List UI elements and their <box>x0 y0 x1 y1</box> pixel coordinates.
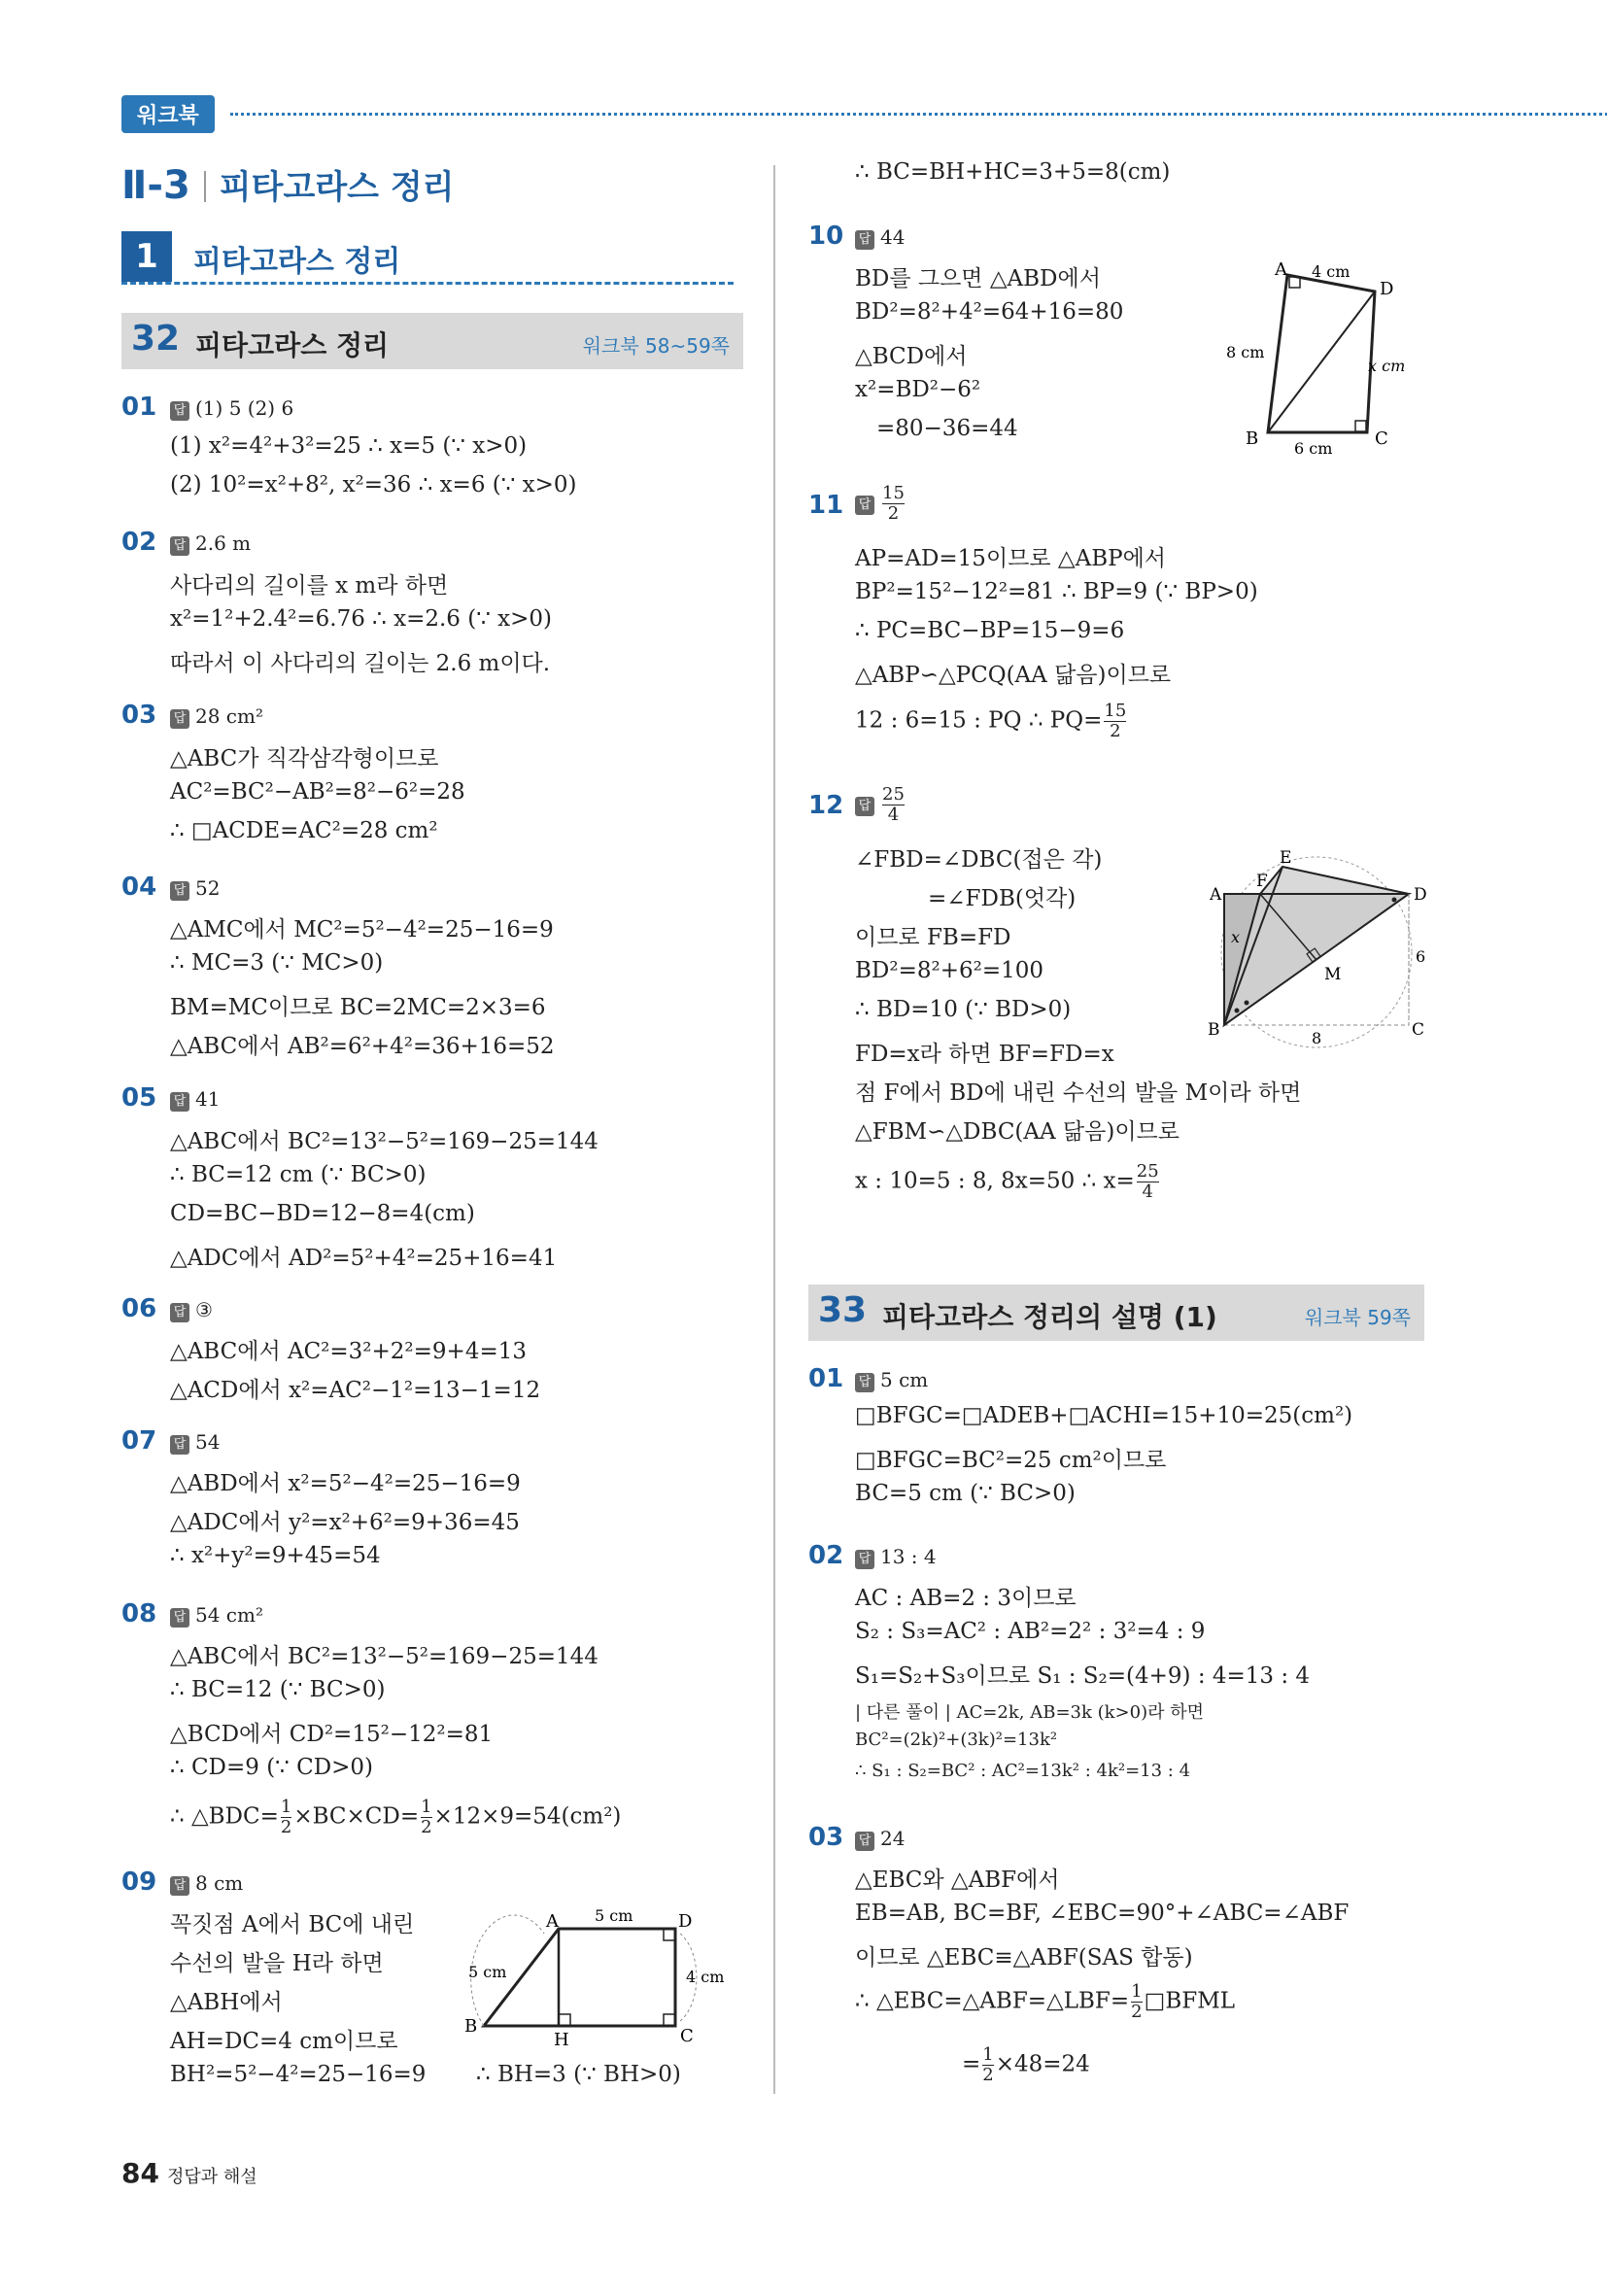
label-D: D <box>678 1911 693 1932</box>
solution-line: □BFGC=BC²=25 cm²이므로 <box>855 1448 1167 1473</box>
answer-badge: 답 <box>855 1550 874 1569</box>
alt-solution-line: ∴ S₁ : S₂=BC² : AC²=13k² : 4k²=13 : 4 <box>855 1761 1191 1781</box>
numerator: 15 <box>882 483 905 503</box>
problem-number: 02 <box>121 528 157 557</box>
answer-value: 2.6 m <box>195 531 252 555</box>
solution-line: 수선의 발을 H라 하면 <box>170 1951 384 1976</box>
answer-badge: 답 <box>170 1876 189 1896</box>
answer-value: 5 cm <box>880 1368 929 1391</box>
solution-line <box>962 2045 1090 2085</box>
problem-number: 04 <box>121 873 157 902</box>
solution-line: 따라서 이 사다리의 길이는 2.6 m이다. <box>170 651 551 676</box>
triangle-FED <box>1260 867 1409 894</box>
fraction <box>982 2045 993 2085</box>
label-D: D <box>1380 279 1394 299</box>
answer-badge: 답 <box>170 709 189 729</box>
solution-line: BC=5 cm (∵ BC>0) <box>855 1481 1076 1506</box>
solution-line: EB=AB, BC=BF, ∠EBC=90°+∠ABC=∠ABF <box>855 1901 1350 1926</box>
answer-badge: 답 <box>170 881 189 901</box>
solution-line: BD²=8²+4²=64+16=80 <box>855 299 1124 325</box>
solution-line: △ADC에서 AD²=5²+4²=25+16=41 <box>170 1246 558 1271</box>
fraction <box>421 1798 431 1837</box>
label-right: 4 cm <box>686 1968 725 1986</box>
page-footer <box>121 2157 257 2189</box>
problem-number: 05 <box>121 1083 157 1113</box>
answer-value: 8 cm <box>195 1871 244 1895</box>
solution-line: △ABC에서 AC²=3²+2²=9+4=13 <box>170 1339 527 1364</box>
problem-number: 09 <box>121 1868 157 1897</box>
label-C: C <box>1375 428 1388 449</box>
solution-line: ∴ □ACDE=AC²=28 cm² <box>170 818 438 843</box>
answer-value: 24 <box>880 1827 906 1850</box>
problem-number: 01 <box>808 1364 844 1393</box>
answer <box>855 225 905 250</box>
solution-line: ∴ BC=12 (∵ BC>0) <box>170 1677 386 1702</box>
text: ×12×9=54(cm²) <box>433 1803 622 1830</box>
solution-line: FD=x라 하면 BF=FD=x <box>855 1042 1114 1067</box>
answer-badge: 답 <box>855 1832 874 1851</box>
answer-fraction <box>882 785 905 825</box>
problem-number: 08 <box>121 1599 157 1628</box>
text: 12 : 6=15 : PQ ∴ PQ= <box>855 707 1103 734</box>
solution-line: ∠FBD=∠DBC(접은 각) <box>855 847 1103 873</box>
label-C: C <box>1412 1020 1425 1040</box>
answer-badge: 답 <box>855 230 874 250</box>
solution-line: 이므로 FB=FD <box>855 925 1011 950</box>
answer-value: 28 cm² <box>195 704 263 728</box>
answer-badge: 답 <box>855 797 874 816</box>
solution-line: ∴ MC=3 (∵ MC>0) <box>170 950 384 976</box>
section-1-title: 피타고라스 정리 <box>193 245 401 279</box>
denominator: 4 <box>1137 1182 1159 1202</box>
text: ×48=24 <box>995 2051 1090 2077</box>
top-bar <box>121 95 1607 134</box>
fraction <box>1131 1982 1142 2022</box>
solution-line <box>170 1798 621 1837</box>
label-B: B <box>464 2016 478 2037</box>
numerator: 25 <box>1136 1161 1159 1182</box>
numerator: 15 <box>1104 701 1127 721</box>
denominator: 4 <box>882 805 905 825</box>
chapter-heading <box>121 160 455 208</box>
solution-line: ∴ x²+y²=9+45=54 <box>170 1543 381 1568</box>
answer <box>855 785 906 825</box>
solution-line: △ABP∽△PCQ(AA 닮음)이므로 <box>855 663 1172 688</box>
section-33-bar <box>808 1285 1424 1341</box>
solution-line: △ABC에서 BC²=13²−5²=169−25=144 <box>170 1644 598 1669</box>
problem-number: 10 <box>808 222 844 251</box>
solution-line: S₁=S₂+S₃이므로 S₁ : S₂=(4+9) : 4=13 : 4 <box>855 1663 1311 1689</box>
solution-line: ∴ BD=10 (∵ BD>0) <box>855 997 1072 1022</box>
label-C: C <box>680 2026 694 2045</box>
denominator: 2 <box>421 1817 432 1837</box>
text: x : 10=5 : 8, 8x=50 ∴ x= <box>855 1168 1135 1194</box>
solution-line: △ABC에서 BC²=13²−5²=169−25=144 <box>170 1129 598 1154</box>
solution-line <box>855 702 1128 741</box>
trapezoid-shape <box>484 1929 675 2026</box>
label-M: M <box>1324 965 1342 984</box>
solution-line: △AMC에서 MC²=5²−4²=25−16=9 <box>170 917 554 942</box>
solution-line: ∴ BH=3 (∵ BH>0) <box>476 2062 681 2087</box>
solution-line: BD를 그으면 △ABD에서 <box>855 266 1101 291</box>
label-H: H <box>554 2030 569 2045</box>
solution-line: △BCD에서 CD²=15²−12²=81 <box>170 1722 494 1747</box>
label-E: E <box>1280 848 1292 868</box>
column-divider <box>773 165 775 2094</box>
solution-line: △BCD에서 <box>855 344 968 369</box>
answer-badge: 답 <box>170 1608 189 1628</box>
answer-badge: 답 <box>170 536 189 556</box>
answer <box>855 1827 905 1851</box>
solution-line: △EBC와 △ABF에서 <box>855 1868 1060 1893</box>
answer-value: 41 <box>195 1087 221 1111</box>
top-dotted-line <box>230 113 1607 116</box>
solution-line: △ADC에서 y²=x²+6²=9+36=45 <box>170 1510 520 1535</box>
answer-fraction <box>882 484 905 524</box>
problem-number: 02 <box>808 1541 844 1570</box>
solution-line: =∠FDB(엇각) <box>928 886 1077 911</box>
solution-line: BD²=8²+6²=100 <box>855 958 1043 983</box>
label-B: B <box>1246 428 1259 449</box>
numerator: 25 <box>882 784 905 805</box>
answer <box>170 396 293 421</box>
answer-badge: 답 <box>170 401 189 421</box>
problem-number: 11 <box>808 491 844 520</box>
solution-line: △ABC가 직각삼각형이므로 <box>170 746 439 771</box>
text: = <box>962 2051 981 2077</box>
solution-line: ∴ PC=BC−BP=15−9=6 <box>855 618 1125 643</box>
answer <box>170 531 251 556</box>
answer-badge: 답 <box>170 1303 189 1322</box>
section-1-number: 1 <box>121 231 172 282</box>
solution-line: 꼭짓점 A에서 BC에 내린 <box>170 1912 415 1937</box>
answer-value: (1) 5 (2) 6 <box>195 396 294 420</box>
section-32-bar <box>121 313 743 369</box>
answer <box>855 1368 928 1392</box>
chapter-number: Ⅱ-3 <box>121 163 190 208</box>
answer <box>170 1871 243 1896</box>
quadrilateral-shape <box>1268 275 1375 432</box>
solution-line: CD=BC−BD=12−8=4(cm) <box>170 1201 475 1226</box>
fraction <box>281 1798 291 1837</box>
numerator: 1 <box>982 2044 994 2065</box>
solution-line: x²=BD²−6² <box>855 377 981 402</box>
label-bottom: 6 cm <box>1294 439 1333 458</box>
answer-value: ③ <box>195 1298 213 1321</box>
label-top: 5 cm <box>595 1906 633 1925</box>
solution-line: (1) x²=4²+3²=25 ∴ x=5 (∵ x>0) <box>170 433 528 459</box>
solution-line: ∴ BC=12 cm (∵ BC>0) <box>170 1162 427 1187</box>
section-1-heading <box>121 231 734 285</box>
solution-line: x²=1²+2.4²=6.76 ∴ x=2.6 (∵ x>0) <box>170 606 553 632</box>
workbook-tag: 워크북 <box>121 95 215 133</box>
solution-line: S₂ : S₃=AC² : AB²=2² : 3²=4 : 9 <box>855 1619 1206 1644</box>
solution-line: AC²=BC²−AB²=8²−6²=28 <box>170 779 465 805</box>
text: □BFML <box>1144 1988 1236 2014</box>
problem-number: 03 <box>808 1823 844 1852</box>
solution-line: □BFGC=□ADEB+□ACHI=15+10=25(cm²) <box>855 1403 1353 1428</box>
footer-label: 정답과 해설 <box>166 2167 257 2187</box>
section-32-ref: 워크북 58~59쪽 <box>582 334 730 358</box>
alt-solution-line: BC²=(2k)²+(3k)²=13k² <box>855 1730 1058 1750</box>
answer <box>170 1430 220 1455</box>
answer <box>855 1545 937 1569</box>
numerator: 1 <box>1131 1981 1143 2002</box>
fraction <box>1137 1162 1159 1202</box>
problem-number: 12 <box>808 791 844 820</box>
denominator: 2 <box>280 1817 292 1837</box>
label-A: A <box>1210 885 1222 905</box>
text: ∴ △EBC=△ABF=△LBF= <box>855 1988 1130 2014</box>
answer <box>855 484 906 524</box>
solution-line: △ABD에서 x²=5²−4²=25−16=9 <box>170 1471 521 1496</box>
problem-number: 07 <box>121 1426 157 1456</box>
label-A: A <box>1275 259 1287 280</box>
solution-line: △ABH에서 <box>170 1990 283 2015</box>
solution-line: 점 F에서 BD에 내린 수선의 발을 M이라 하면 <box>855 1080 1302 1106</box>
label-left: 8 cm <box>1226 343 1265 361</box>
solution-line: △FBM∽△DBC(AA 닮음)이므로 <box>855 1119 1180 1145</box>
text: ×BC×CD= <box>293 1803 420 1830</box>
folded-rectangle-figure <box>1190 836 1433 1049</box>
answer-value: 13 : 4 <box>880 1545 937 1568</box>
answer-value: 54 <box>195 1430 221 1454</box>
text: ∴ △BDC= <box>170 1803 279 1830</box>
label-right: x cm <box>1368 357 1406 375</box>
solution-line: BH²=5²−4²=25−16=9 <box>170 2062 427 2087</box>
denominator: 2 <box>1104 721 1126 741</box>
solution-line: 사다리의 길이를 x m라 하면 <box>170 573 449 599</box>
fraction <box>1104 702 1126 741</box>
section-32-number: 32 <box>131 319 181 359</box>
solution-line: △ABC에서 AB²=6²+4²=36+16=52 <box>170 1034 555 1059</box>
label-top: 4 cm <box>1312 262 1351 281</box>
answer-badge: 답 <box>855 496 874 515</box>
section-33-number: 33 <box>818 1290 868 1330</box>
denominator: 2 <box>982 2065 994 2085</box>
chapter-title: 피타고라스 정리 <box>219 168 455 207</box>
solution-line: AP=AD=15이므로 △ABP에서 <box>855 546 1167 571</box>
answer <box>170 1603 263 1628</box>
section-33-title: 피타고라스 정리의 설명 (1) <box>882 1301 1217 1333</box>
solution-line: =80−36=44 <box>876 416 1018 441</box>
label-D: D <box>1414 885 1427 905</box>
problem-number: 01 <box>121 393 157 422</box>
solution-line <box>855 1162 1161 1202</box>
numerator: 1 <box>421 1797 432 1817</box>
section-33-ref: 워크북 59쪽 <box>1304 1306 1411 1329</box>
denominator: 2 <box>882 503 905 524</box>
solution-line: (2) 10²=x²+8², x²=36 ∴ x=6 (∵ x>0) <box>170 472 577 497</box>
answer <box>170 704 263 729</box>
solution-line <box>855 1982 1235 2022</box>
quadrilateral-figure <box>1224 257 1428 462</box>
answer-value: 44 <box>880 225 906 249</box>
solution-line: BM=MC이므로 BC=2MC=2×3=6 <box>170 995 546 1020</box>
label-A: A <box>546 1911 559 1932</box>
answer <box>170 876 220 901</box>
solution-line: 이므로 △EBC≡△ABF(SAS 합동) <box>855 1945 1193 1970</box>
alt-solution-line: | 다른 풀이 | AC=2k, AB=3k (k>0)라 하면 <box>855 1702 1204 1723</box>
solution-line: △ACD에서 x²=AC²−1²=13−1=12 <box>170 1378 541 1403</box>
answer-value: 52 <box>195 876 221 900</box>
label-eight: 8 <box>1312 1029 1322 1047</box>
answer <box>170 1087 220 1112</box>
label-six: 6 <box>1416 947 1426 966</box>
trapezoid-figure <box>457 1900 738 2045</box>
label-x: x <box>1231 928 1241 946</box>
answer-badge: 답 <box>170 1092 189 1112</box>
solution-line: AC : AB=2 : 3이므로 <box>855 1586 1077 1611</box>
solution-line: BP²=15²−12²=81 ∴ BP=9 (∵ BP>0) <box>855 579 1258 604</box>
problem-number: 03 <box>121 701 157 730</box>
answer-badge: 답 <box>170 1435 189 1455</box>
solution-line: AH=DC=4 cm이므로 <box>170 2029 398 2054</box>
problem-number: 06 <box>121 1294 157 1323</box>
answer-badge: 답 <box>855 1373 874 1392</box>
numerator: 1 <box>280 1797 292 1817</box>
denominator: 2 <box>1131 2002 1143 2022</box>
solution-line: ∴ BC=BH+HC=3+5=8(cm) <box>855 159 1171 185</box>
answer-value: 54 cm² <box>195 1603 263 1627</box>
page-number: 84 <box>121 2157 159 2189</box>
label-B: B <box>1208 1020 1220 1040</box>
solution-line: ∴ CD=9 (∵ CD>0) <box>170 1755 374 1780</box>
section-32-title: 피타고라스 정리 <box>195 329 390 361</box>
label-left: 5 cm <box>468 1963 507 1981</box>
answer <box>170 1298 213 1322</box>
label-F: F <box>1256 872 1268 891</box>
